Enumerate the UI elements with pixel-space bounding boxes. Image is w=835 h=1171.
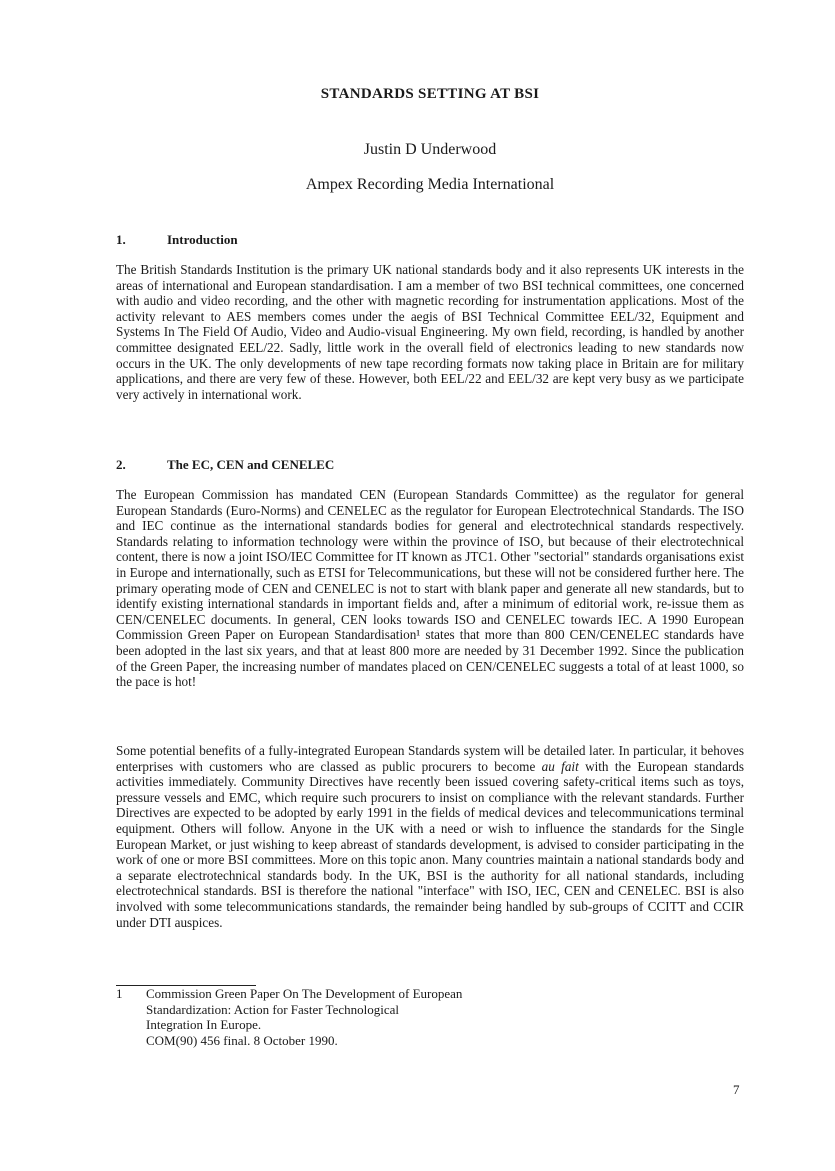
footnote bbox=[116, 986, 744, 1048]
section-2-title: The EC, CEN and CENELEC bbox=[167, 457, 335, 472]
italic-phrase: au fait bbox=[541, 758, 579, 774]
section-1-title: Introduction bbox=[167, 232, 238, 247]
footnote-line: COM(90) 456 final. 8 October 1990. bbox=[146, 1032, 338, 1048]
section-2-paragraph-2 bbox=[116, 743, 744, 930]
footnote-line: Commission Green Paper On The Development of European bbox=[146, 986, 463, 1001]
section-2-paragraph-1: The European Commission has mandated CEN (European Standards Committee) as the regulator for general European Standards (Euro-Norms) and CENELEC as the regulator for European Electrotechnical Standards. The ISO and IEC continue as the international standards bodies for general and electrotechnical standards respectively. Standards relating to information technology were within the province of ISO, but because of their electrotechnical content, there is now a joint ISO/IEC Committee for IT known as JTC1. Other "sectorial" standards organisations exist in Europe and internationally, such as ETSI for Telecommunications, but these will not be considered further here. The primary operating mode of CEN and CENELEC is not to start with blank paper and generate all new standards, but to identify existing international standards in important fields and, after a minimum of editorial work, re-issue them as CEN/CENELEC documents. In general, CEN looks towards ISO and CENELEC towards IEC. A 1990 European Commission Green Paper on European Standardisation¹ states that more than 800 CEN/CENELEC standards have been adopted in the last six years, and that at least 800 more are needed by 31 December 1992. Since the publication of the Green Paper, the increasing number of mandates placed on CEN/CENELEC suggests a total of at least 1000, so the pace is hot! bbox=[116, 487, 744, 690]
section-2-number: 2. bbox=[116, 457, 126, 472]
section-2-heading bbox=[116, 457, 334, 473]
paper-title: STANDARDS SETTING AT BSI bbox=[320, 86, 540, 102]
footnote-line: Integration In Europe. bbox=[146, 1017, 262, 1033]
page-number: 7 bbox=[733, 1082, 740, 1097]
paragraph-text: Some potential benefits of a fully-integrated European Standards system will be detailed later. In particular, it behoves enterprises with customers who are classed as public procurers to become bbox=[116, 743, 744, 774]
author-affiliation: Ampex Recording Media International bbox=[305, 176, 555, 193]
paragraph-text: with the European standards activities immediately. Community Directives have recently been issued covering safety-critical items such as toys, pressure vessels and EMC, which require such procurers to insist on compliance with the relevant standards. Further Directives are expected to be adopted by early 1991 in the fields of medical devices and telecommunications terminal equipment. Others will follow. Anyone in the UK with a need or wish to influence the standards for the Single European Market, or just wishing to keep abreast of standards development, is advised to consider participating in the work of one or more BSI committees. More on this topic anon. Many countries maintain a national standards body and a separate electrotechnical standards body. In the UK, BSI is the authority for all national standards, including electrotechnical standards. BSI is therefore the national "interface" with ISO, IEC, CEN and CENELEC. BSI is also involved with some telecommunications standards, the remainder being handled by sub-groups of CCITT and CCIR under DTI auspices. bbox=[116, 758, 744, 930]
section-1-heading bbox=[116, 232, 238, 248]
author-name: Justin D Underwood bbox=[363, 141, 497, 158]
section-1-number: 1. bbox=[116, 232, 126, 247]
footnote-line: Standardization: Action for Faster Technological bbox=[146, 1001, 400, 1017]
footnote-number: 1 bbox=[116, 986, 123, 1001]
section-1-paragraph-1: The British Standards Institution is the primary UK national standards body and it also represents UK interests in the areas of international and European standardisation. I am a member of two BSI technical committees, one concerned with audio and video recording, and the other with magnetic recording for instrumentation applications. Most of the activity relevant to AES members comes under the aegis of BSI Technical Committee EEL/32, Equipment and Systems In The Field Of Audio, Video and Audio-visual Engineering. My own field, recording, is handled by another committee designated EEL/22. Sadly, little work in the overall field of electronics leading to new standards now occurs in the UK. The only developments of new tape recording formats now taking place in Britain are for military applications, and there are very few of these. However, both EEL/22 and EEL/32 are kept very busy as we participate very actively in international work. bbox=[116, 262, 744, 402]
